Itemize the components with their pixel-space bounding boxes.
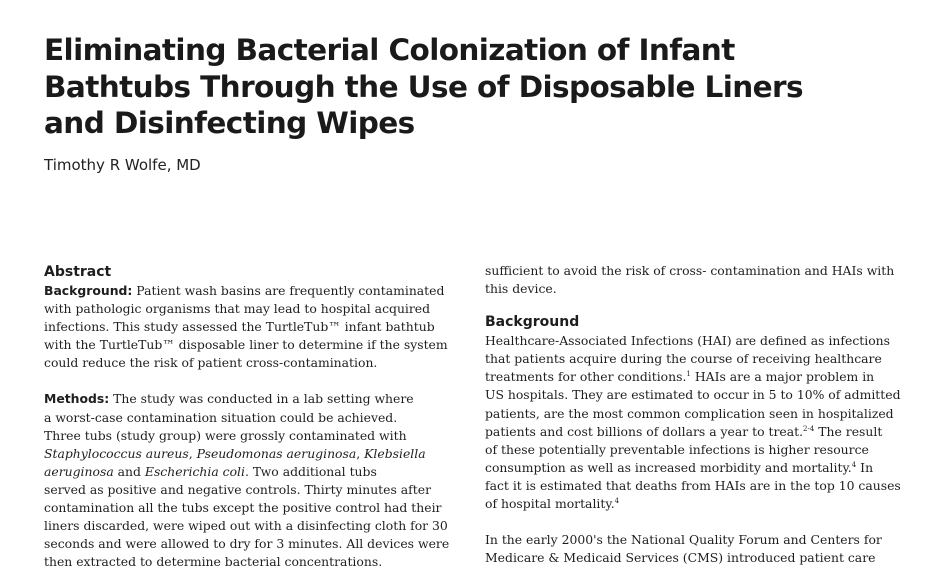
text-line: Background: Patient wash basins are frequently contaminated	[44, 283, 445, 298]
text-line: that patients acquire during the course of receiving healthcare	[485, 351, 882, 367]
citation-superscript: 2-4	[803, 424, 815, 433]
text-line: Methods: The study was conducted in a lab setting where	[44, 391, 414, 407]
text-line: could reduce the risk of patient cross-contamination.	[44, 355, 378, 371]
citation-superscript: 4	[614, 496, 620, 505]
text-line: Three tubs (study group) were grossly contaminated with	[44, 427, 407, 443]
text-line: patients, are the most common complication seen in hospitalized	[485, 405, 894, 421]
citation-superscript: 1	[686, 370, 691, 379]
author-name: Timothy R Wolfe, MD	[44, 156, 201, 174]
text-line: infections. This study assessed the TurtleTub™ infant bathtub	[44, 319, 435, 335]
text-line: contamination all the tubs except the positive control had their	[44, 500, 442, 516]
text-line: a worst-case contamination situation could be achieved.	[44, 409, 398, 425]
citation-superscript: 4	[851, 460, 857, 469]
text-line: In the early 2000's the National Quality Forum and Centers for	[485, 532, 882, 548]
text-line: served as positive and negative controls. Thirty minutes after	[44, 481, 431, 497]
text-line: seconds and were allowed to dry for 3 minutes. All devices were	[44, 536, 450, 552]
text-line: Medicare & Medicaid Services (CMS) introduced patient care	[485, 550, 876, 566]
abstract-continuation	[485, 262, 909, 298]
title-line: Bathtubs Through the Use of Disposable Liners	[44, 69, 803, 104]
text-line: of these potentially preventable infections is higher resource	[485, 441, 869, 457]
text-line: this device.	[485, 281, 557, 297]
text-line: sufficient to avoid the risk of cross- contamination and HAIs with	[485, 263, 895, 278]
right-column	[485, 262, 909, 567]
text-line: with the TurtleTub™ disposable liner to determine if the system	[44, 337, 448, 353]
text-line: Healthcare-Associated Infections (HAI) are defined as infections	[485, 333, 891, 349]
text-line: aeruginosa and Escherichia coli. Two additional tubs	[44, 463, 377, 479]
text-line: with pathologic organisms that may lead to hospital acquired	[44, 301, 431, 317]
text-line: US hospitals. They are estimated to occur in 5 to 10% of admitted	[485, 387, 901, 403]
methods-label: Methods:	[44, 391, 110, 407]
text-line: treatments for other conditions.$^1$ HAIs are a major problem in	[485, 369, 875, 385]
abstract-heading: Abstract	[44, 264, 112, 280]
text-line: Staphylococcus aureus, Pseudomonas aeruginosa, Klebsiella	[44, 445, 426, 461]
background-paragraph-2	[485, 531, 909, 567]
text-line: fact it is estimated that deaths from HAIs are in the top 10 causes	[485, 477, 901, 493]
text-line: patients and cost billions of dollars a year to treat.$^{2-4}$ The result	[485, 423, 883, 439]
left-column	[44, 262, 462, 571]
paper-title	[44, 32, 864, 142]
abstract-background	[44, 282, 462, 372]
background-label: Background:	[44, 283, 133, 298]
text-line: consumption as well as increased morbidity and mortality.$^4$ In	[485, 459, 874, 475]
background-heading: Background	[485, 314, 580, 331]
text-line: then extracted to determine bacterial concentrations.	[44, 554, 383, 570]
background-paragraph	[485, 332, 909, 513]
title-line: Eliminating Bacterial Colonization of Infant	[44, 33, 735, 67]
abstract-methods	[44, 390, 462, 571]
title-line: and Disinfecting Wipes	[44, 106, 415, 140]
text-line: liners discarded, were wiped out with a disinfecting cloth for 30	[44, 518, 448, 534]
text-line: of hospital mortality.$^4$	[485, 496, 620, 512]
